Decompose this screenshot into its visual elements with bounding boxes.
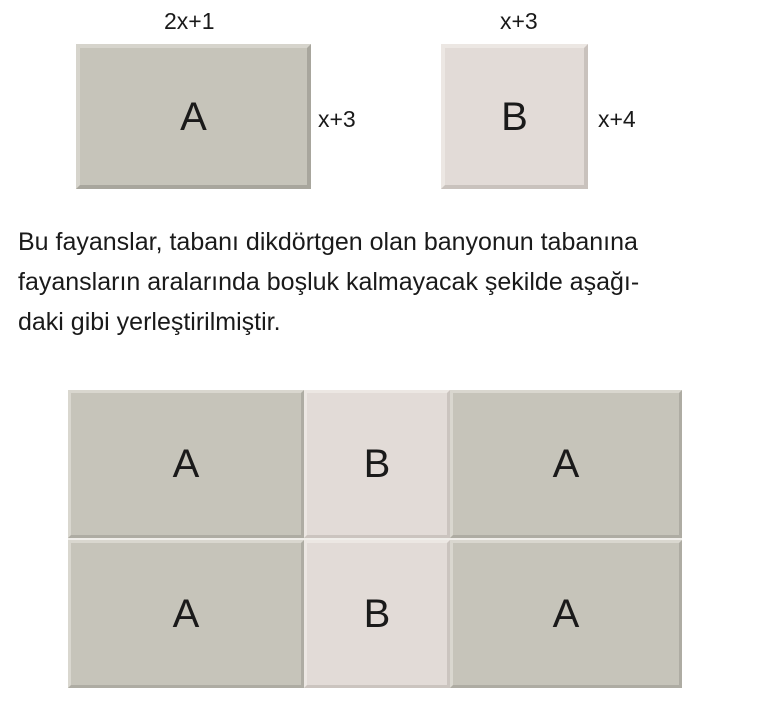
bathroom-floor-layout bbox=[68, 390, 682, 688]
problem-text-line-2: fayansların aralarında boşluk kalmayacak şekilde aşağı- bbox=[18, 268, 640, 296]
floor-tile-label: A bbox=[552, 442, 580, 486]
floor-tile-r1-c2 bbox=[304, 390, 450, 538]
floor-tile-label: A bbox=[552, 592, 580, 636]
floor-tile-r1-c1 bbox=[68, 390, 304, 538]
tile-a-width-label: 2x+1 bbox=[164, 8, 215, 34]
problem-text-line-3: daki gibi yerleştirilmiştir. bbox=[18, 308, 281, 336]
floor-tile-r2-c3 bbox=[450, 540, 682, 688]
tile-b-height-label: x+4 bbox=[598, 106, 636, 132]
problem-text bbox=[18, 222, 763, 342]
tile-a bbox=[76, 44, 311, 189]
tile-a-label: A bbox=[180, 94, 207, 139]
tile-a-height-label: x+3 bbox=[318, 106, 356, 132]
floor-tile-label: A bbox=[172, 442, 200, 486]
floor-tile-label: B bbox=[363, 442, 391, 486]
tile-b-label: B bbox=[501, 94, 528, 139]
floor-tile-label: B bbox=[363, 592, 391, 636]
floor-tile-r2-c1 bbox=[68, 540, 304, 688]
floor-tile-label: A bbox=[172, 592, 200, 636]
floor-tile-r2-c2 bbox=[304, 540, 450, 688]
tile-b-width-label: x+3 bbox=[500, 8, 538, 34]
tile-b bbox=[441, 44, 588, 189]
floor-tile-r1-c3 bbox=[450, 390, 682, 538]
problem-text-line-1: Bu fayanslar, tabanı dikdörtgen olan banyonun tabanına bbox=[18, 228, 638, 256]
